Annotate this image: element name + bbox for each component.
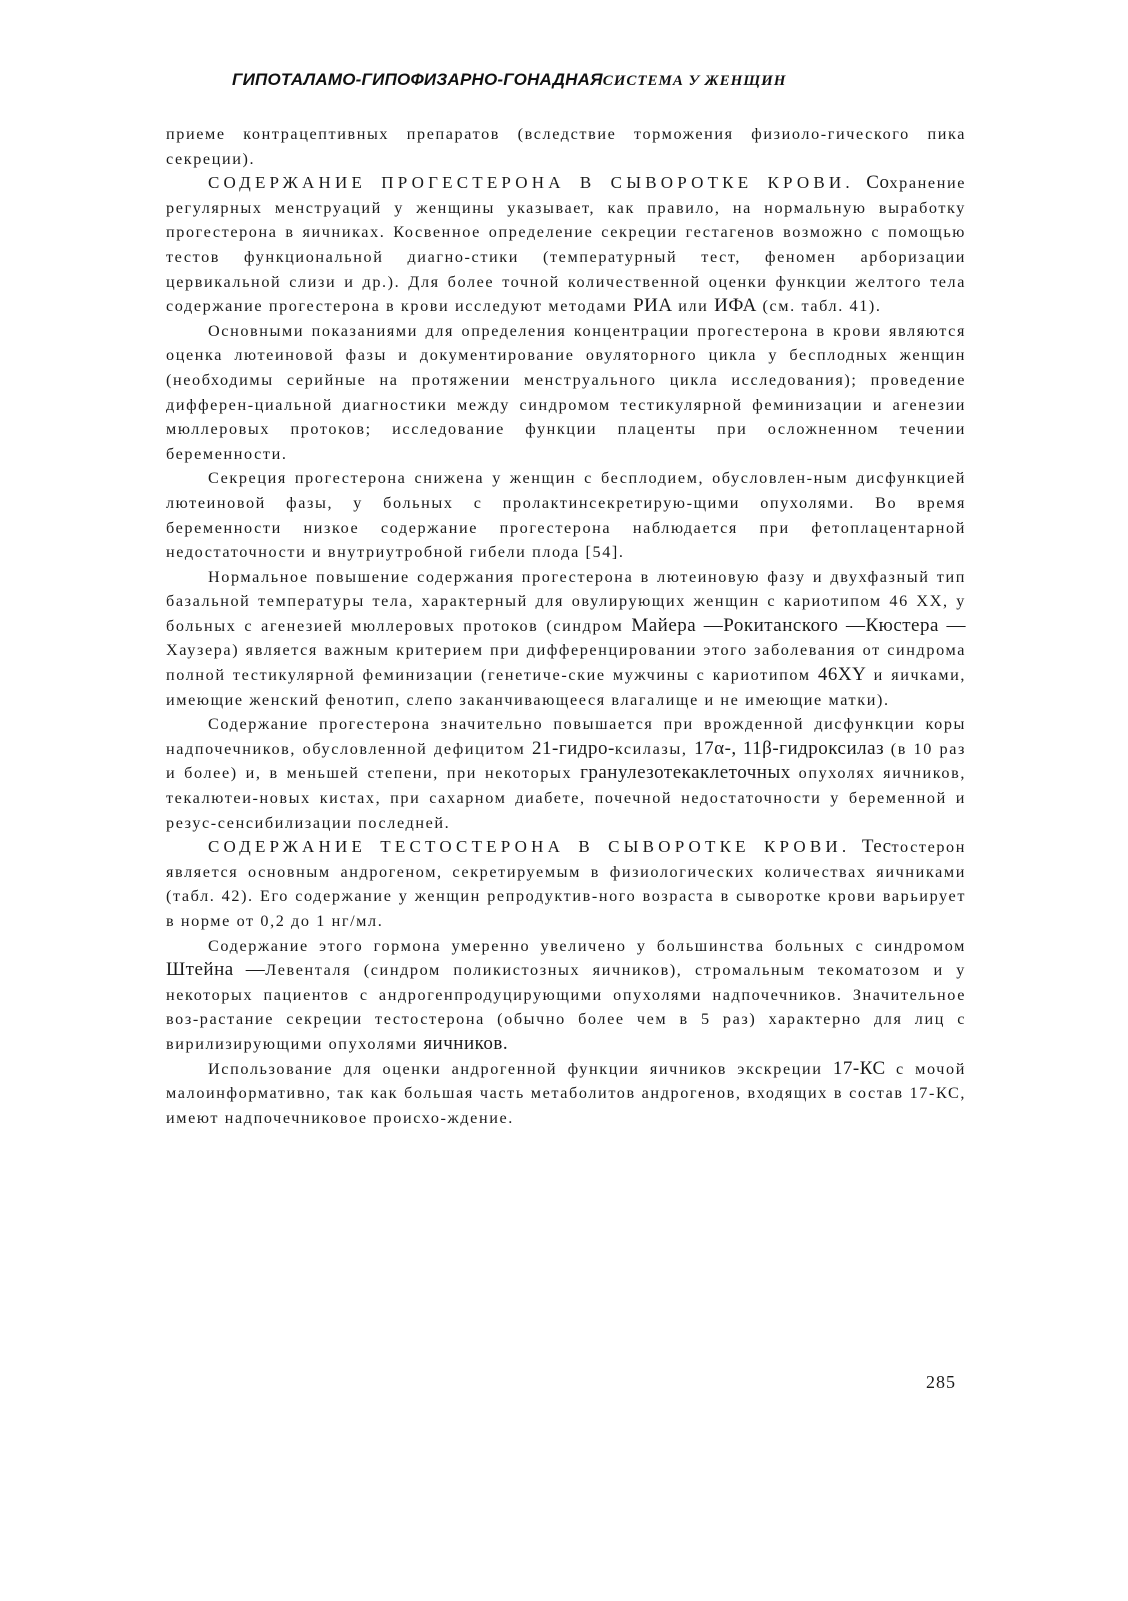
paragraph-0-text: приеме контрацептивных препаратов (вследствие торможения физиоло-гического пика секреции). [166,125,966,168]
running-head-part-b: СИСТЕМА У ЖЕНЩИН [602,73,787,89]
paragraph-6-lead: Тес [861,836,892,858]
ifa-abbr: ИФА [714,295,757,317]
paragraph-3-text: Секреция прогестерона снижена у женщин с бесплодием, обусловлен-ным дисфункцией лютеиновой фазы, у больных с пролактинсекретирую-щими опухолями. Во время беременности низкое содержание прогестерона наблюдается при фетоплацентарной недостаточности и внутриутробной гибели плода [54]. [166,469,966,562]
paragraph-5-text-b: ксилазы, [614,739,688,758]
paragraph-6-text: тостерон является основным андрогеном, секретируемым в физиологических количествах яичниками (табл. 42). Его содержание у женщин репродуктив-ного возраста в сыворотке крови варьирует в норме от 0,2 до 1 нг/мл. [166,838,966,930]
section-heading-testosterone: СОДЕРЖАНИЕ ТЕСТОСТЕРОНА В СЫВОРОТКЕ КРОВИ. [208,837,851,857]
running-head [232,70,932,90]
paragraph-hormone-content [166,934,966,1057]
paragraph-8-text-a: Использование для оценки андрогенной функции яичников экскреции [208,1059,823,1078]
ria-abbr: РИА [633,295,673,317]
stein-name: Штейна — [166,959,266,981]
paragraph-1-text: хранение регулярных менструаций у женщины указывает, как правило, на нормальную выработку прогестерона в яичниках. Косвенное определение секреции гестагенов возможно с помощью тестов функциональной диагно-стики (температурный тест, феномен арборизации цервикальной слизи и др.). Для более точной количественной оценки функции желтого тела содержание прогестерона в крови исследуют методами [166,174,966,316]
paragraph-7-text-b: Левенталя (синдром поликистозных яичников), стромальным текоматозом и у некоторых пациентов с андрогенпродуцирующими опухолями надпочечников. Значительное воз-растание секреции тестостерона (обычно более чем в 5 раз) характерно для лиц с вирилизирующими опухолями [166,961,966,1053]
running-head-part-a: ГИПОТАЛАМО-ГИПОФИЗАРНО-ГОНАДНАЯ [232,70,603,89]
paragraph-7-text-a: Содержание этого гормона умеренно увеличено у большинства больных с синдромом [208,936,966,955]
paragraph-decreased-secretion [166,466,966,564]
paragraph-5-text-a: Содержание прогестерона значительно повышается при врожденной дисфункции коры надпочечников, обусловленной дефицитом [166,715,966,758]
paragraph-5-text-d: опухолях яичников, текалютеи-новых кистах, при сахарном диабете, почечной недостаточности у беременной и резус-сенсибилизации последней. [166,764,966,832]
paragraph-4-text-c: и яичками, имеющие женский фенотип, слепо заканчивающееся влагалище и не имеющие матки). [166,666,966,709]
hydroxylases-17-11: 17α-, 11β-гидроксилаз [694,737,885,759]
ovaries-word: яичников. [423,1032,509,1054]
paragraph-4-text-b: Хаузера) является важным критерием при дифференцировании этого заболевания от синдрома полной тестикулярной феминизации (генетиче-ские мужчины с кариотипом [166,641,966,685]
paragraph-normal-increase [166,565,966,713]
karyotype: 46XY [817,664,867,686]
hydroxylase-21: 21-гидро- [532,737,615,759]
paragraph-2-text: Основными показаниями для определения концентрации прогестерона в крови являются оценка лютеиновой фазы и документирование овуляторного цикла у бесплодных женщин (необходимы серийные на протяжении менструального цикла исследования); проведение дифферен-циальной диагностики между синдромом тестикулярной феминизации и агенезии мюллеровых протоков; исследование функции плаценты при осложненном течении беременности. [166,321,966,463]
paragraph-progesterone-heading [166,171,966,319]
paragraph-17ks [166,1057,966,1131]
body-text [166,122,966,1130]
section-heading-progesterone: СОДЕРЖАНИЕ ПРОГЕСТЕРОНА В СЫВОРОТКЕ КРОВИ. [208,173,854,193]
paragraph-8-text-b: с мочой малоинформативно, так как большая часть метаболитов андрогенов, входящих в состав 17-КС, имеют надпочечниковое происхо-ждение. [166,1059,966,1127]
paragraph-1-end: (см. табл. 41). [762,297,882,316]
syndrome-name: Майера —Рокитанского —Кюстера — [631,614,966,636]
paragraph-increased-progesterone [166,712,966,835]
page-number: 285 [926,1372,956,1392]
paragraph-5-text-c: (в 10 раз и более) и, в меньшей степени, при некоторых [166,739,967,783]
or-word: или [678,297,709,316]
paragraph-testosterone-heading [166,835,966,933]
paragraph-4-text-a: Нормальное повышение содержания прогестерона в лютеиновую фазу и двухфазный тип базальной температуры тела, характерный для овулирующих женщин с кариотипом 46 XX, у больных с агенезией мюллеровых протоков (синдром [166,567,966,635]
17ks-abbr: 17-КС [832,1057,886,1079]
granulosa-theca: гранулезотекаклеточных [580,762,791,784]
paragraph-indications [166,319,966,467]
paragraph-continuation [166,122,966,171]
paragraph-1-lead: Со [866,172,890,194]
